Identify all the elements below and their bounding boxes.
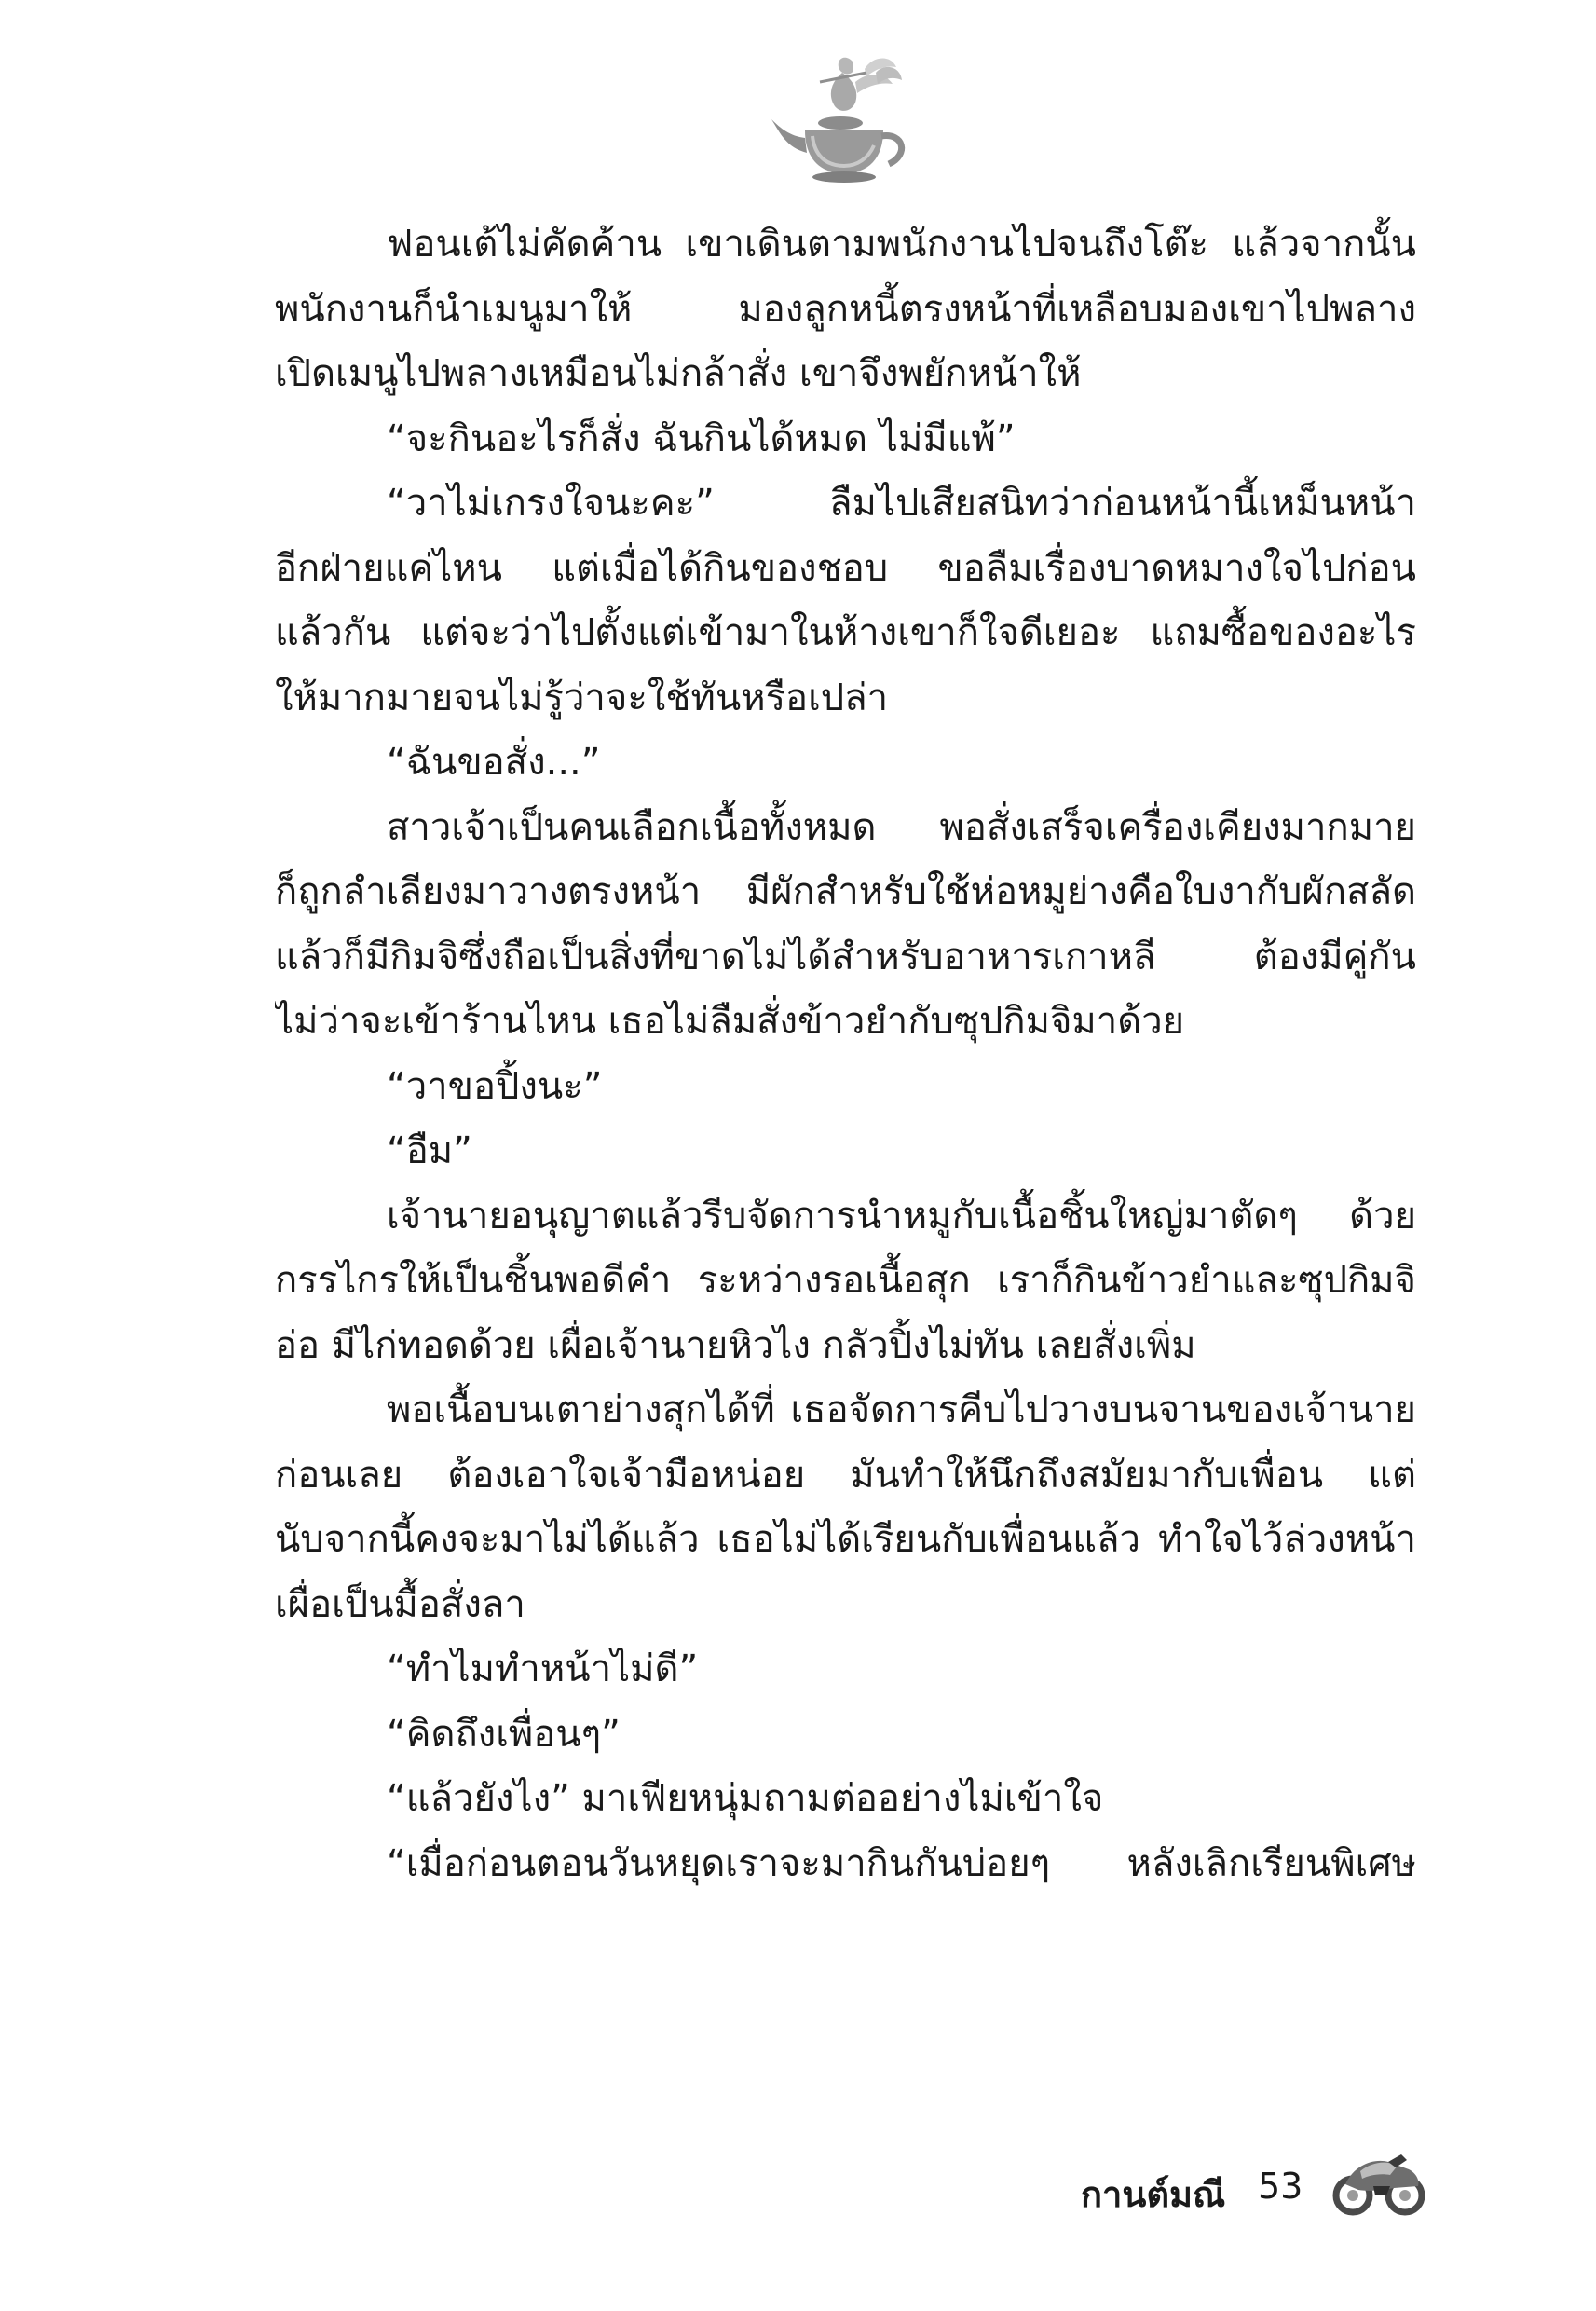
text-line: พนักงานก็นำเมนูมาให้ มองลูกหนี้ตรงหน้าที่เหลือบมองเขาไปพลาง bbox=[275, 287, 1416, 331]
text-line: “จะกินอะไรก็สั่ง ฉันกินได้หมด ไม่มีแพ้” bbox=[387, 417, 1016, 460]
text-line: เผื่อเป็นมื้อสั่งลา bbox=[275, 1582, 525, 1626]
text-line: “เมื่อก่อนตอนวันหยุดเราจะมากินกันบ่อยๆ หลังเลิกเรียนพิเศษ bbox=[387, 1841, 1416, 1885]
text-line: อีกฝ่ายแค่ไหน แต่เมื่อได้กินของชอบ ขอลืมเรื่องบาดหมางใจไปก่อน bbox=[275, 546, 1416, 590]
text-line: “อืม” bbox=[387, 1129, 472, 1172]
text-line: อ่อ มีไก่ทอดด้วย เผื่อเจ้านายหิวไง กลัวปิ้งไม่ทัน เลยสั่งเพิ่ม bbox=[275, 1323, 1196, 1367]
motorcycle-icon bbox=[1332, 2143, 1425, 2218]
text-line: “ฉันขอสั่ง...” bbox=[387, 741, 601, 784]
book-title: กานต์มณี bbox=[1081, 2174, 1226, 2215]
text-line: “ทำไมทำหน้าไม่ดี” bbox=[387, 1648, 699, 1690]
page-number: 53 bbox=[1258, 2166, 1303, 2207]
text-line: แล้วกัน แต่จะว่าไปตั้งแต่เข้ามาในห้างเขาก็ใจดีเยอะ แถมซื้อของอะไร bbox=[275, 611, 1416, 654]
text-line: ให้มากมายจนไม่รู้ว่าจะใช้ทันหรือเปล่า bbox=[275, 676, 889, 719]
text-line: เจ้านายอนุญาตแล้วรีบจัดการนำหมูกับเนื้อชิ้นใหญ่มาตัดๆ ด้วย bbox=[387, 1194, 1416, 1238]
page-footer bbox=[1081, 2143, 1425, 2227]
text-line: ฟอนเต้ไม่คัดค้าน เขาเดินตามพนักงานไปจนถึงโต๊ะ แล้วจากนั้น bbox=[387, 223, 1416, 266]
text-line: “วาไม่เกรงใจนะคะ” ลืมไปเสียสนิทว่าก่อนหน้านี้เหม็นหน้า bbox=[387, 482, 1416, 525]
text-line: เปิดเมนูไปพลางเหมือนไม่กล้าสั่ง เขาจึงพยักหน้าให้ bbox=[275, 352, 1082, 395]
text-line: ก่อนเลย ต้องเอาใจเจ้ามือหน่อย มันทำให้นึกถึงสมัยมากับเพื่อน แต่ bbox=[275, 1453, 1416, 1497]
teapot-cupid-ornament-icon bbox=[764, 45, 932, 194]
text-line: “วาขอปิ้งนะ” bbox=[387, 1064, 603, 1108]
chapter-body-text bbox=[275, 212, 1416, 1896]
text-line: แล้วก็มีกิมจิซึ่งถือเป็นสิ่งที่ขาดไม่ได้สำหรับอาหารเกาหลี ต้องมีคู่กัน bbox=[275, 935, 1416, 978]
text-line: สาวเจ้าเป็นคนเลือกเนื้อทั้งหมด พอสั่งเสร็จเครื่องเคียงมากมาย bbox=[387, 805, 1416, 849]
text-line: พอเนื้อบนเตาย่างสุกได้ที่ เธอจัดการคีบไปวางบนจานของเจ้านาย bbox=[387, 1388, 1416, 1431]
text-line: “แล้วยังไง” มาเฟียหนุ่มถามต่ออย่างไม่เข้าใจ bbox=[387, 1777, 1104, 1820]
text-line: กรรไกรให้เป็นชิ้นพอดีคำ ระหว่างรอเนื้อสุก เราก็กินข้าวยำและซุปกิมจิ bbox=[275, 1259, 1416, 1302]
text-line: “คิดถึงเพื่อนๆ” bbox=[387, 1712, 621, 1756]
text-line: ก็ถูกลำเลียงมาวางตรงหน้า มีผักสำหรับใช้ห่อหมูย่างคือใบงากับผักสลัด bbox=[275, 870, 1416, 913]
text-line: นับจากนี้คงจะมาไม่ได้แล้ว เธอไม่ได้เรียนกับเพื่อนแล้ว ทำใจไว้ล่วงหน้า bbox=[275, 1518, 1416, 1561]
text-line: ไม่ว่าจะเข้าร้านไหน เธอไม่ลืมสั่งข้าวยำกับซุปกิมจิมาด้วย bbox=[275, 1000, 1185, 1043]
